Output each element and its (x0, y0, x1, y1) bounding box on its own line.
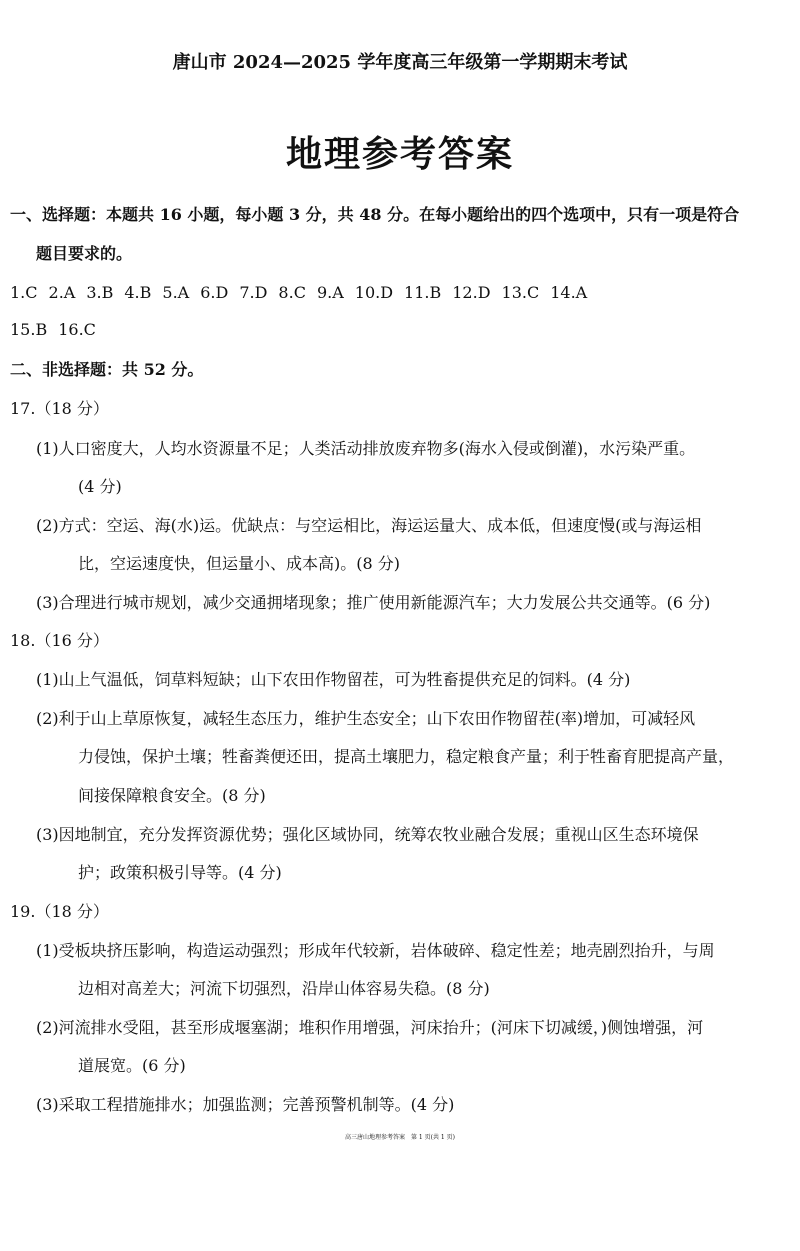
q19-part1-line1: (1)受板块挤压影响，构造运动强烈；形成年代较新，岩体破碎、稳定性差；地壳剧烈抬升，与周 (36, 941, 715, 960)
q17-part1-line2: (4 分) (78, 477, 122, 496)
answer-item: 1.C (10, 283, 38, 302)
answer-item: 2.A (48, 283, 76, 302)
q18-part2-line3: 间接保障粮食安全。(8 分) (78, 786, 266, 805)
answer-item: 12.D (452, 283, 491, 302)
q17-label: 17.（18 分） (10, 399, 109, 418)
q17-part3-line1: (3)合理进行城市规划，减少交通拥堵现象；推广使用新能源汽车；大力发展公共交通等。(6 分) (36, 593, 711, 612)
section2-heading: 二、非选择题：共 52 分。 (10, 360, 204, 379)
q19-part1-line2: 边相对高差大；河流下切强烈，沿岸山体容易失稳。(8 分) (78, 979, 490, 998)
answer-item: 13.C (501, 283, 540, 302)
answers-row-2 (10, 320, 107, 340)
q18-part1-line1: (1)山上气温低，饲草料短缺；山下农田作物留茬，可为牲畜提供充足的饲料。(4 分) (36, 670, 631, 689)
answer-item: 14.A (550, 283, 588, 302)
page-footer: 高三唐山地理参考答案 第 1 页(共 1 页) (345, 1134, 455, 1141)
answer-item: 3.B (86, 283, 114, 302)
answer-item: 16.C (58, 320, 96, 339)
exam-title: 唐山市 2024—2025 学年度高三年级第一学期期末考试 (172, 52, 628, 73)
q19-part3-line1: (3)采取工程措施排水；加强监测；完善预警机制等。(4 分) (36, 1095, 455, 1114)
q18-part2-line1: (2)利于山上草原恢复，减轻生态压力，维护生态安全；山下农田作物留茬(率)增加，可减轻风 (36, 709, 696, 728)
q18-part3-line2: 护；政策积极引导等。(4 分) (78, 863, 282, 882)
answer-item: 8.C (278, 283, 306, 302)
q17-part1-line1: (1)人口密度大，人均水资源量不足；人类活动排放废弃物多(海水入侵或倒灌)，水污染严重。 (36, 439, 696, 458)
q19-part2-line2: 道展宽。(6 分) (78, 1056, 186, 1075)
answer-item: 11.B (404, 283, 442, 302)
q19-label: 19.（18 分） (10, 902, 109, 921)
answers-row-1 (10, 283, 598, 303)
subject-title: 地理参考答案 (285, 133, 514, 175)
answer-item: 7.D (239, 283, 268, 302)
answer-item: 6.D (200, 283, 229, 302)
q18-part3-line1: (3)因地制宜，充分发挥资源优势；强化区域协同，统筹农牧业融合发展；重视山区生态环境保 (36, 825, 699, 844)
q19-part2-line1: (2)河流排水受阻，甚至形成堰塞湖；堆积作用增强，河床抬升；(河床下切减缓，)侧蚀增强，河 (36, 1018, 704, 1037)
section1-heading-line2: 题目要求的。 (36, 244, 133, 263)
q18-part2-line2: 力侵蚀，保护土壤；牲畜粪便还田，提高土壤肥力，稳定粮食产量；利于牲畜育肥提高产量， (78, 747, 735, 766)
answer-item: 10.D (354, 283, 394, 302)
section1-heading-line1: 一、选择题：本题共 16 小题，每小题 3 分，共 48 分。在每小题给出的四个选项中，只有一项是符合 (10, 205, 740, 224)
q17-part2-line2: 比，空运速度快，但运量小、成本高)。(8 分) (78, 554, 400, 573)
answer-item: 4.B (124, 283, 152, 302)
answer-item: 9.A (316, 283, 344, 302)
answer-item: 5.A (162, 283, 190, 302)
q18-label: 18.（16 分） (10, 631, 109, 650)
q17-part2-line1: (2)方式：空运、海(水)运。优缺点：与空运相比，海运运量大、成本低，但速度慢(或与海运相 (36, 516, 702, 535)
answer-item: 15.B (10, 320, 48, 339)
